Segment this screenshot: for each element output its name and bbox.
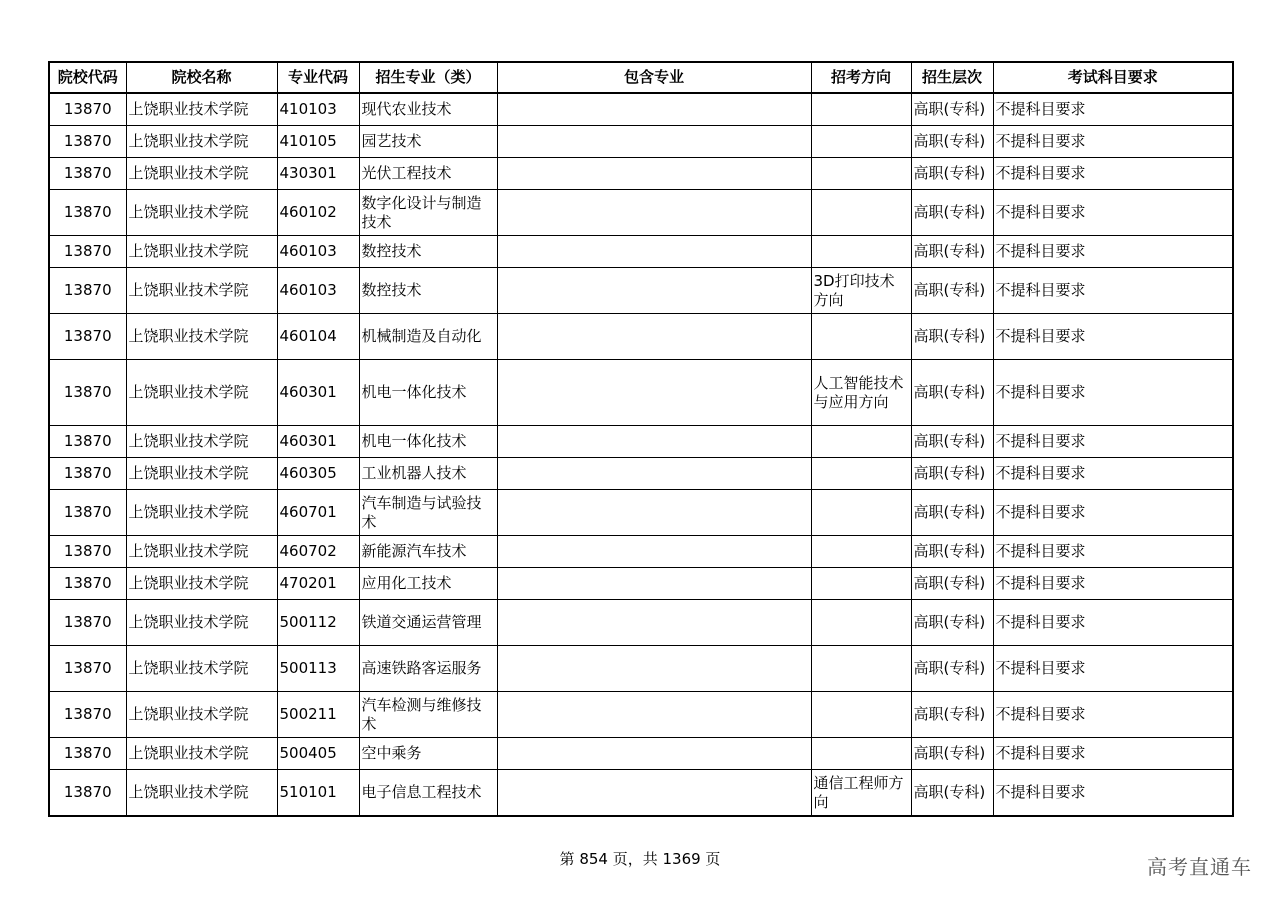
cell-level: 高职(专科) [911,770,993,817]
cell-level: 高职(专科) [911,536,993,568]
cell-subject-requirement: 不提科目要求 [993,646,1233,692]
cell-school-code: 13870 [49,490,126,536]
cell-level: 高职(专科) [911,490,993,536]
cell-major: 汽车制造与试验技术 [359,490,497,536]
header-subject-requirement: 考试科目要求 [993,62,1233,93]
page-footer: 第 854 页，共 1369 页 [559,850,721,868]
cell-school-name: 上饶职业技术学院 [126,490,277,536]
cell-direction [811,536,911,568]
cell-school-code: 13870 [49,458,126,490]
cell-school-name: 上饶职业技术学院 [126,360,277,426]
cell-included-majors [497,314,811,360]
cell-school-name: 上饶职业技术学院 [126,600,277,646]
cell-subject-requirement: 不提科目要求 [993,490,1233,536]
cell-level: 高职(专科) [911,126,993,158]
cell-subject-requirement: 不提科目要求 [993,126,1233,158]
cell-major: 数控技术 [359,236,497,268]
cell-major-code: 460301 [277,360,359,426]
cell-level: 高职(专科) [911,314,993,360]
cell-level: 高职(专科) [911,738,993,770]
cell-school-code: 13870 [49,738,126,770]
table-row [49,738,1233,770]
cell-level: 高职(专科) [911,93,993,126]
cell-major-code: 460305 [277,458,359,490]
cell-subject-requirement: 不提科目要求 [993,268,1233,314]
table-row [49,236,1233,268]
cell-included-majors [497,126,811,158]
cell-level: 高职(专科) [911,268,993,314]
table-row [49,158,1233,190]
table-row [49,360,1233,426]
cell-major-code: 460301 [277,426,359,458]
cell-included-majors [497,236,811,268]
cell-level: 高职(专科) [911,458,993,490]
cell-school-code: 13870 [49,600,126,646]
cell-school-name: 上饶职业技术学院 [126,770,277,817]
cell-subject-requirement: 不提科目要求 [993,600,1233,646]
cell-major: 工业机器人技术 [359,458,497,490]
header-level: 招生层次 [911,62,993,93]
cell-school-code: 13870 [49,190,126,236]
cell-direction [811,738,911,770]
cell-major-code: 500405 [277,738,359,770]
cell-major-code: 500211 [277,692,359,738]
table-row [49,268,1233,314]
cell-included-majors [497,458,811,490]
cell-included-majors [497,158,811,190]
table-row [49,126,1233,158]
cell-major: 数字化设计与制造技术 [359,190,497,236]
cell-level: 高职(专科) [911,236,993,268]
cell-major: 机电一体化技术 [359,360,497,426]
cell-major: 空中乘务 [359,738,497,770]
cell-direction [811,426,911,458]
cell-major: 新能源汽车技术 [359,536,497,568]
header-direction: 招考方向 [811,62,911,93]
cell-direction [811,568,911,600]
cell-major-code: 470201 [277,568,359,600]
cell-subject-requirement: 不提科目要求 [993,158,1233,190]
table-row [49,93,1233,126]
header-major-code: 专业代码 [277,62,359,93]
cell-included-majors [497,360,811,426]
cell-school-code: 13870 [49,360,126,426]
cell-school-code: 13870 [49,770,126,817]
table-row [49,600,1233,646]
cell-major: 现代农业技术 [359,93,497,126]
cell-subject-requirement: 不提科目要求 [993,93,1233,126]
cell-major-code: 410103 [277,93,359,126]
cell-major: 园艺技术 [359,126,497,158]
cell-level: 高职(专科) [911,426,993,458]
cell-school-code: 13870 [49,268,126,314]
cell-school-name: 上饶职业技术学院 [126,314,277,360]
cell-direction [811,314,911,360]
cell-school-code: 13870 [49,692,126,738]
table-row [49,458,1233,490]
cell-major-code: 410105 [277,126,359,158]
cell-level: 高职(专科) [911,600,993,646]
cell-major: 汽车检测与维修技术 [359,692,497,738]
cell-included-majors [497,536,811,568]
table-row [49,692,1233,738]
cell-subject-requirement: 不提科目要求 [993,426,1233,458]
header-major: 招生专业（类） [359,62,497,93]
table-row [49,568,1233,600]
table-row [49,536,1233,568]
cell-subject-requirement: 不提科目要求 [993,738,1233,770]
cell-school-name: 上饶职业技术学院 [126,692,277,738]
watermark: 高考直通车 [1147,855,1252,879]
cell-direction [811,458,911,490]
cell-direction [811,692,911,738]
cell-major: 铁道交通运营管理 [359,600,497,646]
cell-direction [811,93,911,126]
header-included-majors: 包含专业 [497,62,811,93]
cell-school-name: 上饶职业技术学院 [126,738,277,770]
cell-school-name: 上饶职业技术学院 [126,536,277,568]
table-row [49,490,1233,536]
cell-school-code: 13870 [49,126,126,158]
cell-included-majors [497,770,811,817]
cell-subject-requirement: 不提科目要求 [993,190,1233,236]
cell-major-code: 510101 [277,770,359,817]
cell-school-code: 13870 [49,314,126,360]
cell-direction: 人工智能技术与应用方向 [811,360,911,426]
cell-included-majors [497,568,811,600]
cell-school-code: 13870 [49,536,126,568]
cell-direction [811,158,911,190]
cell-major-code: 460104 [277,314,359,360]
cell-school-code: 13870 [49,158,126,190]
header-school-name: 院校名称 [126,62,277,93]
cell-major: 高速铁路客运服务 [359,646,497,692]
table-header-row [49,62,1233,93]
cell-level: 高职(专科) [911,692,993,738]
cell-school-name: 上饶职业技术学院 [126,268,277,314]
cell-school-name: 上饶职业技术学院 [126,93,277,126]
cell-level: 高职(专科) [911,158,993,190]
cell-school-code: 13870 [49,568,126,600]
cell-direction [811,490,911,536]
cell-included-majors [497,692,811,738]
table-row [49,770,1233,817]
cell-major-code: 500113 [277,646,359,692]
cell-major: 光伏工程技术 [359,158,497,190]
cell-included-majors [497,600,811,646]
cell-subject-requirement: 不提科目要求 [993,536,1233,568]
cell-major: 电子信息工程技术 [359,770,497,817]
cell-level: 高职(专科) [911,646,993,692]
cell-subject-requirement: 不提科目要求 [993,458,1233,490]
cell-major: 机械制造及自动化 [359,314,497,360]
cell-included-majors [497,646,811,692]
cell-subject-requirement: 不提科目要求 [993,314,1233,360]
cell-included-majors [497,426,811,458]
cell-school-name: 上饶职业技术学院 [126,236,277,268]
table-row [49,646,1233,692]
cell-major: 应用化工技术 [359,568,497,600]
header-school-code: 院校代码 [49,62,126,93]
table-body [49,93,1233,816]
cell-major-code: 460701 [277,490,359,536]
enrollment-table [48,61,1234,817]
cell-school-code: 13870 [49,426,126,458]
cell-subject-requirement: 不提科目要求 [993,692,1233,738]
cell-school-code: 13870 [49,93,126,126]
cell-school-name: 上饶职业技术学院 [126,458,277,490]
cell-major-code: 460103 [277,268,359,314]
cell-direction [811,600,911,646]
cell-subject-requirement: 不提科目要求 [993,236,1233,268]
table-row [49,426,1233,458]
cell-school-name: 上饶职业技术学院 [126,126,277,158]
cell-level: 高职(专科) [911,568,993,600]
cell-subject-requirement: 不提科目要求 [993,770,1233,817]
cell-school-code: 13870 [49,236,126,268]
cell-major: 数控技术 [359,268,497,314]
cell-subject-requirement: 不提科目要求 [993,568,1233,600]
cell-direction [811,646,911,692]
cell-school-name: 上饶职业技术学院 [126,426,277,458]
cell-major-code: 430301 [277,158,359,190]
cell-included-majors [497,738,811,770]
cell-school-name: 上饶职业技术学院 [126,190,277,236]
table-row [49,314,1233,360]
cell-included-majors [497,93,811,126]
cell-school-name: 上饶职业技术学院 [126,646,277,692]
cell-major-code: 460702 [277,536,359,568]
cell-major-code: 460102 [277,190,359,236]
cell-school-name: 上饶职业技术学院 [126,158,277,190]
table-row [49,190,1233,236]
cell-major-code: 500112 [277,600,359,646]
cell-direction [811,236,911,268]
cell-school-name: 上饶职业技术学院 [126,568,277,600]
cell-school-code: 13870 [49,646,126,692]
cell-direction: 通信工程师方向 [811,770,911,817]
cell-direction [811,126,911,158]
cell-direction: 3D打印技术方向 [811,268,911,314]
cell-level: 高职(专科) [911,360,993,426]
cell-subject-requirement: 不提科目要求 [993,360,1233,426]
cell-included-majors [497,268,811,314]
cell-major: 机电一体化技术 [359,426,497,458]
cell-major-code: 460103 [277,236,359,268]
cell-included-majors [497,490,811,536]
cell-direction [811,190,911,236]
cell-level: 高职(专科) [911,190,993,236]
cell-included-majors [497,190,811,236]
